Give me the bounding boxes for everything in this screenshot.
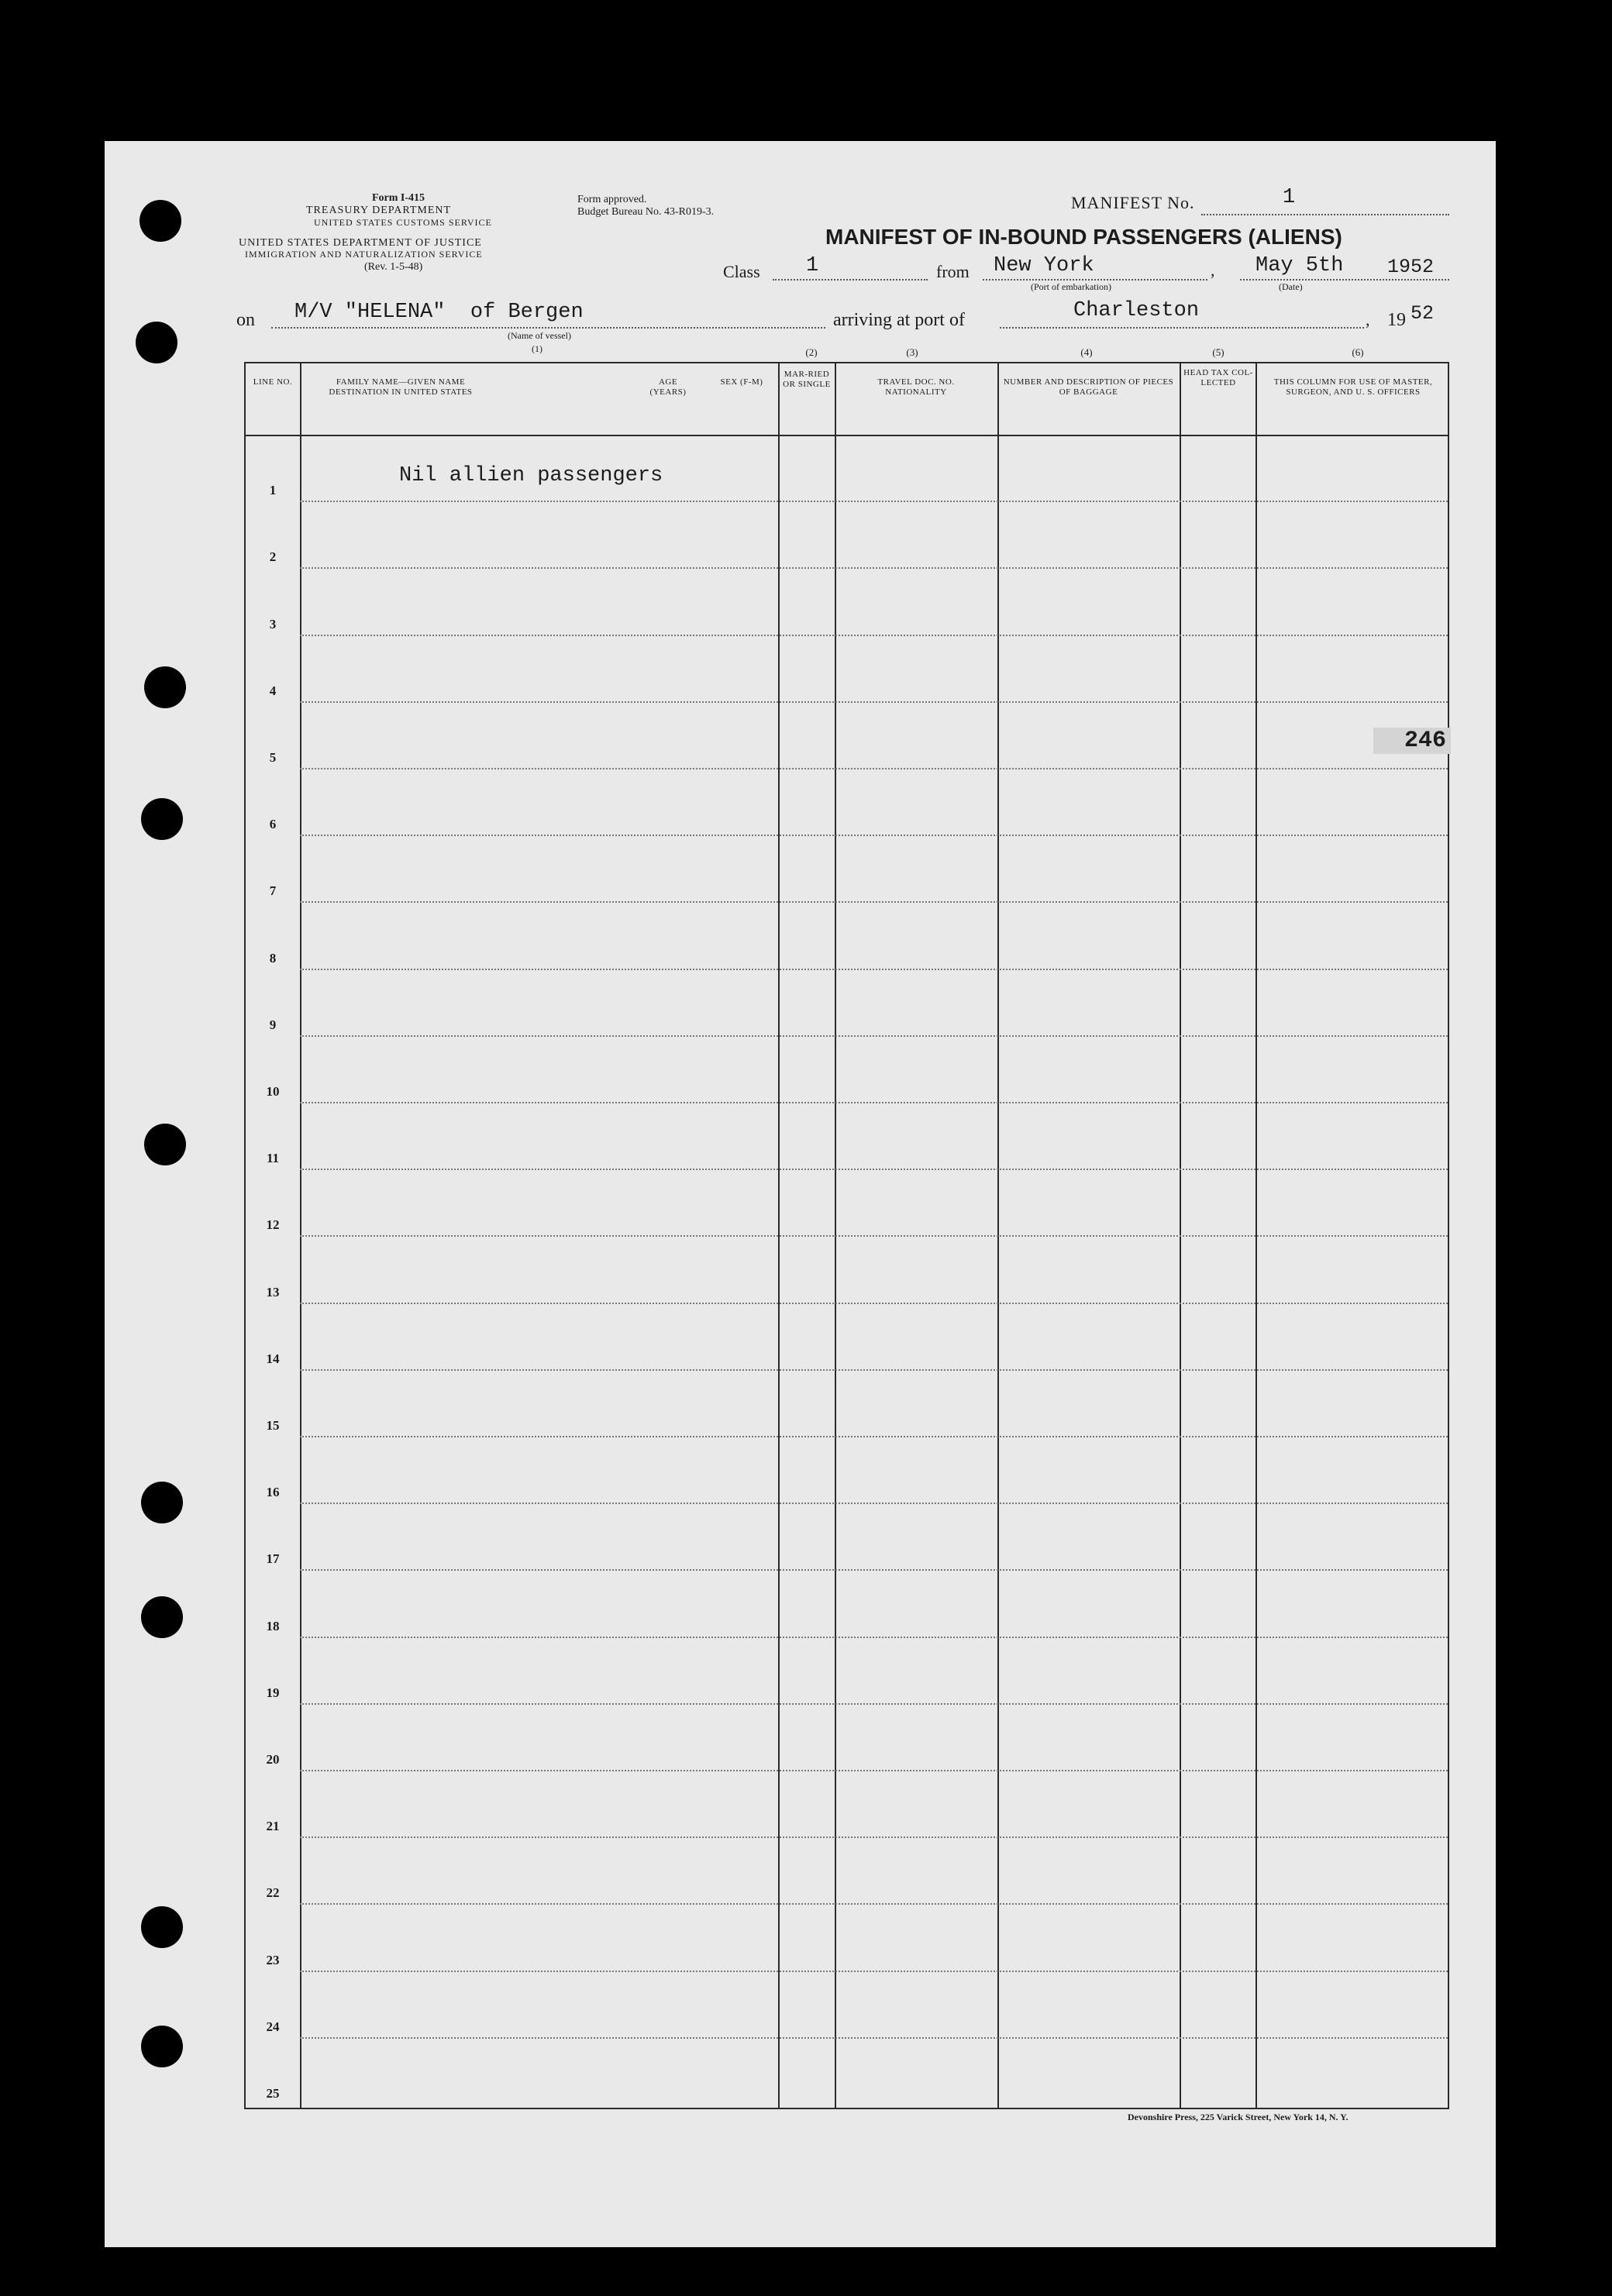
- table-row: [300, 1971, 1448, 1972]
- line-number: 4: [269, 683, 277, 698]
- passenger-table: [244, 346, 1449, 2109]
- table-row: [300, 1637, 1448, 1638]
- table-row: [300, 1303, 1448, 1304]
- line-number: 3: [269, 616, 277, 632]
- line-number: 17: [266, 1551, 280, 1567]
- header-name: FAMILY NAME—GIVEN NAME DESTINATION IN UNITED STATES: [329, 377, 473, 397]
- table-row: [300, 701, 1448, 703]
- punch-hole: [141, 1596, 183, 1638]
- header-line-no: LINE NO.: [253, 377, 293, 387]
- vessel-caption: (Name of vessel): [508, 330, 571, 341]
- line-number: 1: [269, 483, 277, 498]
- table-row: [300, 1035, 1448, 1037]
- line-number: 24: [266, 2019, 280, 2034]
- port-embarkation-caption: (Port of embarkation): [1031, 281, 1111, 292]
- vessel-name: M/V "HELENA" of Bergen: [294, 301, 584, 324]
- table-row: [300, 635, 1448, 636]
- line-number: 20: [266, 1752, 280, 1767]
- line-number: 19: [266, 1685, 280, 1700]
- line-number: 15: [266, 1418, 280, 1433]
- form-number: Form I-415: [372, 192, 425, 204]
- header-head-tax: HEAD TAX COL-LECTED: [1183, 368, 1253, 387]
- revision: (Rev. 1-5-48): [364, 261, 423, 273]
- column-number: (5): [1212, 346, 1224, 358]
- from-label: from: [936, 262, 970, 281]
- table-row: [300, 1503, 1448, 1504]
- line-number: 5: [269, 750, 277, 765]
- date-caption: (Date): [1279, 281, 1303, 292]
- header-married: MAR-RIED OR SINGLE: [783, 370, 831, 389]
- arriving-label: arriving at port of: [833, 310, 965, 330]
- port-of-embarkation: New York: [994, 254, 1094, 277]
- line-number: 21: [266, 1819, 280, 1834]
- class-label: Class: [723, 262, 760, 281]
- line-number: 8: [269, 950, 277, 966]
- entry-nil-passengers: Nil allien passengers: [399, 464, 663, 487]
- table-row: [300, 1235, 1448, 1237]
- header-age: AGE (YEARS): [649, 377, 687, 397]
- line-number: 10: [266, 1084, 280, 1099]
- table-row: [300, 1770, 1448, 1771]
- manifest-number: 1: [1283, 186, 1296, 209]
- manifest-date-year: 1952: [1387, 256, 1435, 278]
- table-row: [300, 835, 1448, 836]
- on-label: on: [236, 310, 255, 330]
- table-row: [300, 567, 1448, 569]
- table-row: [300, 1369, 1448, 1371]
- justice-department: UNITED STATES DEPARTMENT OF JUSTICE: [239, 237, 482, 249]
- punch-hole: [136, 322, 177, 363]
- form-approved: Form approved.: [577, 194, 647, 205]
- table-row: [300, 501, 1448, 502]
- customs-service: UNITED STATES CUSTOMS SERVICE: [314, 217, 492, 228]
- punch-hole: [141, 2026, 183, 2067]
- year-suffix: 52: [1410, 302, 1435, 325]
- header-baggage: NUMBER AND DESCRIPTION OF PIECES OF BAGGAGE: [1003, 377, 1174, 397]
- stamp-number: 246: [1373, 728, 1451, 754]
- table-row: [300, 901, 1448, 903]
- line-number: 14: [266, 1351, 280, 1366]
- treasury-department: TREASURY DEPARTMENT: [306, 205, 452, 216]
- line-number: 9: [269, 1017, 277, 1032]
- column-number: (6): [1352, 346, 1364, 358]
- line-number: 25: [266, 2086, 280, 2101]
- line-number: 12: [266, 1217, 280, 1233]
- table-row: [300, 1903, 1448, 1905]
- table-row: [300, 1836, 1448, 1838]
- manifest-title: MANIFEST OF IN-BOUND PASSENGERS (ALIENS): [825, 225, 1342, 249]
- arrival-port: Charleston: [1073, 299, 1200, 322]
- line-number: 13: [266, 1284, 280, 1299]
- year-prefix: 19: [1387, 310, 1406, 330]
- column-number: (4): [1080, 346, 1093, 358]
- table-row: [300, 1169, 1448, 1170]
- punch-hole: [140, 200, 181, 242]
- table-row: [300, 1703, 1448, 1705]
- table-row: [300, 768, 1448, 769]
- manifest-date: May 5th: [1256, 254, 1344, 277]
- line-number: 6: [269, 817, 277, 832]
- punch-hole: [141, 798, 183, 840]
- column-number: (2): [805, 346, 818, 358]
- budget-bureau: Budget Bureau No. 43-R019-3.: [577, 206, 715, 218]
- table-row: [300, 2037, 1448, 2039]
- table-row: [300, 969, 1448, 970]
- header-travel-doc: TRAVEL DOC. NO. NATIONALITY: [877, 377, 955, 397]
- line-number: 23: [266, 1952, 280, 1967]
- line-number: 16: [266, 1485, 280, 1500]
- line-number: 11: [266, 1151, 280, 1166]
- line-number: 7: [269, 883, 277, 899]
- line-number: 2: [269, 549, 277, 565]
- class-value: 1: [806, 254, 819, 277]
- table-row: [300, 1436, 1448, 1437]
- punch-hole: [144, 666, 186, 708]
- manifest-number-label: MANIFEST No.: [1071, 193, 1195, 212]
- column-number: (3): [906, 346, 918, 358]
- table-row: [300, 1569, 1448, 1571]
- header-officers: THIS COLUMN FOR USE OF MASTER, SURGEON, AND U. S. OFFICERS: [1273, 377, 1433, 397]
- vessel-column-number: (1): [532, 343, 542, 354]
- line-number: 18: [266, 1618, 280, 1633]
- table-row: [300, 1102, 1448, 1103]
- ins-service: IMMIGRATION AND NATURALIZATION SERVICE: [245, 249, 483, 260]
- printer-imprint: Devonshire Press, 225 Varick Street, New York 14, N. Y.: [1128, 2112, 1348, 2122]
- punch-hole: [141, 1906, 183, 1948]
- header-sex: SEX (F-M): [720, 377, 763, 387]
- punch-hole: [141, 1482, 183, 1523]
- punch-hole: [144, 1124, 186, 1165]
- line-number: 22: [266, 1885, 280, 1901]
